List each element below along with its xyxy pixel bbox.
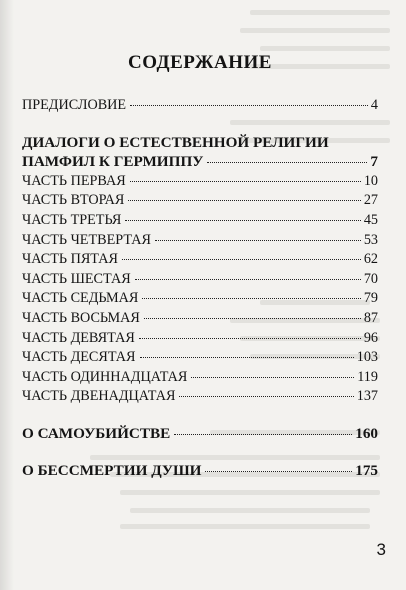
toc-entry-page: 79 — [363, 290, 378, 307]
toc-entry-part[interactable] — [22, 289, 378, 309]
toc-entry-page: 10 — [363, 172, 378, 189]
toc-entry-part[interactable] — [22, 309, 378, 329]
toc-entry-page: 4 — [370, 97, 378, 113]
toc-entry-label: ЧАСТЬ ОДИННАДЦАТАЯ — [22, 368, 188, 385]
dot-leader — [205, 471, 352, 472]
toc-entry-part[interactable] — [22, 348, 378, 368]
toc-entry-label: ЧАСТЬ ШЕСТАЯ — [22, 270, 131, 287]
toc-entry-label: ЧАСТЬ ДВЕНАДЦАТАЯ — [22, 388, 176, 405]
toc-entry-page: 160 — [355, 424, 378, 442]
toc-entry-label: О САМОУБИЙСТВЕ — [22, 424, 171, 442]
toc-entry-label: ЧАСТЬ ДЕСЯТАЯ — [22, 349, 136, 366]
toc-entry-immortality[interactable] — [22, 461, 378, 481]
toc-entry-label: ЧАСТЬ ПЯТАЯ — [22, 251, 118, 268]
toc-entry-suicide[interactable] — [22, 424, 378, 444]
toc-entry-page: 119 — [357, 368, 378, 385]
toc-entry-page: 7 — [370, 153, 378, 171]
dot-leader — [135, 279, 361, 280]
toc-entry-part[interactable] — [22, 231, 378, 251]
toc-entry-preface[interactable] — [22, 96, 378, 116]
toc-entry-label: ЧАСТЬ ВОСЬМАЯ — [22, 309, 140, 326]
toc-entry-part[interactable] — [22, 250, 378, 270]
toc-entry-page: 96 — [363, 329, 378, 346]
toc-entry-intro[interactable] — [22, 152, 378, 172]
dot-leader — [207, 162, 367, 163]
dot-leader — [142, 298, 361, 299]
toc-entry-page: 27 — [363, 192, 378, 209]
toc-entry-page: 45 — [363, 211, 378, 228]
dot-leader — [179, 396, 353, 397]
toc-entry-page: 70 — [363, 270, 378, 287]
toc-entry-label: ЧАСТЬ ТРЕТЬЯ — [22, 211, 122, 228]
toc-entry-label: О БЕССМЕРТИИ ДУШИ — [22, 461, 202, 479]
toc-title: СОДЕРЖАНИЕ — [128, 52, 272, 73]
toc-entry-part[interactable] — [22, 172, 378, 192]
toc-entry-part[interactable] — [22, 387, 378, 407]
table-of-contents — [22, 52, 378, 480]
toc-entry-label: ЧАСТЬ ПЕРВАЯ — [22, 172, 126, 189]
toc-entry-part[interactable] — [22, 329, 378, 349]
toc-entry-label: ЧАСТЬ СЕДЬМАЯ — [22, 290, 139, 307]
dot-leader — [130, 181, 361, 182]
toc-entry-page: 137 — [356, 388, 378, 405]
toc-heading-dialogues[interactable] — [22, 133, 378, 153]
dot-leader — [144, 318, 361, 319]
toc-entry-label: ЧАСТЬ ВТОРАЯ — [22, 192, 125, 209]
page-gutter-shadow — [0, 0, 14, 590]
toc-entry-page: 103 — [356, 349, 378, 366]
toc-entry-page: 62 — [363, 251, 378, 268]
dot-leader — [130, 105, 368, 106]
toc-entry-label: ЧАСТЬ ДЕВЯТАЯ — [22, 329, 135, 346]
toc-entry-label: ПРЕДИСЛОВИЕ — [22, 97, 127, 113]
page-number: 3 — [376, 540, 386, 559]
toc-entry-page: 53 — [363, 231, 378, 248]
toc-entry-part[interactable] — [22, 270, 378, 290]
toc-entry-page: 175 — [355, 461, 378, 479]
dot-leader — [191, 377, 354, 378]
toc-entry-part[interactable] — [22, 211, 378, 231]
toc-entry-label: ПАМФИЛ К ГЕРМИППУ — [22, 153, 204, 171]
toc-heading-label: ДИАЛОГИ О ЕСТЕСТВЕННОЙ РЕЛИГИИ — [22, 133, 329, 151]
toc-entry-part[interactable] — [22, 191, 378, 211]
dot-leader — [140, 357, 354, 358]
toc-entry-label: ЧАСТЬ ЧЕТВЕРТАЯ — [22, 231, 151, 248]
dot-leader — [122, 259, 361, 260]
dot-leader — [174, 434, 352, 435]
toc-entry-page: 87 — [363, 309, 378, 326]
toc-entry-part[interactable] — [22, 368, 378, 388]
dot-leader — [128, 200, 360, 201]
dot-leader — [155, 240, 361, 241]
dot-leader — [139, 338, 361, 339]
dot-leader — [125, 220, 360, 221]
